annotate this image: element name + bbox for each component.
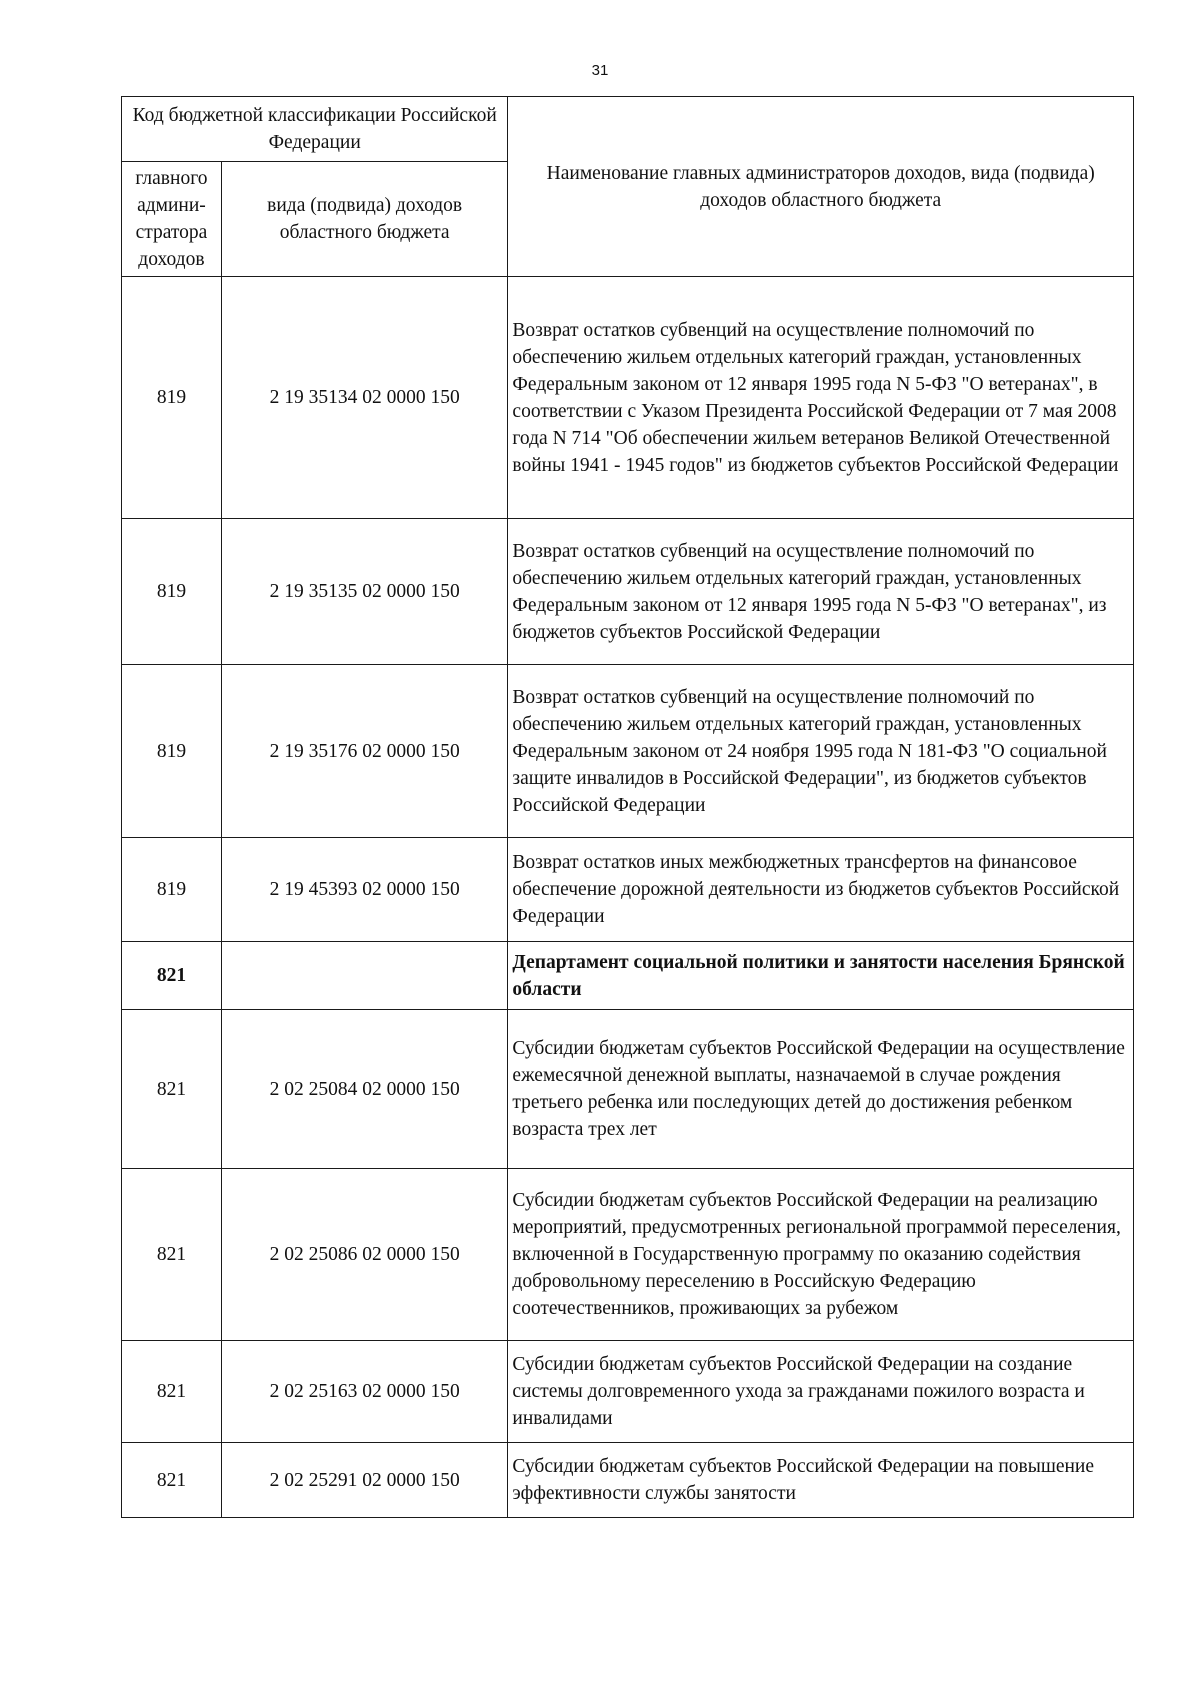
- income-code-cell: 2 19 35135 02 0000 150: [221, 519, 508, 665]
- table-row: [122, 1169, 1134, 1341]
- income-code-cell: 2 19 35176 02 0000 150: [221, 665, 508, 838]
- admin-code-cell: 819: [122, 838, 222, 942]
- income-code-cell: 2 19 45393 02 0000 150: [221, 838, 508, 942]
- department-name-cell: Департамент социальной политики и занятости населения Брянской области: [508, 942, 1134, 1010]
- table-row: [122, 1341, 1134, 1443]
- admin-code-cell: 819: [122, 277, 222, 519]
- admin-code-cell: 819: [122, 519, 222, 665]
- table-row: [122, 665, 1134, 838]
- table-row: [122, 1443, 1134, 1518]
- income-code-cell: [221, 942, 508, 1010]
- table-row: [122, 519, 1134, 665]
- income-name-cell: Возврат остатков субвенций на осуществление полномочий по обеспечению жильем отдельных категорий граждан, установленных Федеральным законом от 24 ноября 1995 года N 181-ФЗ "О социальной защите инвалидов в Российской Федерации", из бюджетов субъектов Российской Федерации: [508, 665, 1134, 838]
- income-code-cell: 2 02 25163 02 0000 150: [221, 1341, 508, 1443]
- admin-code-cell: 821: [122, 1443, 222, 1518]
- table-row-department: [122, 942, 1134, 1010]
- header-name: Наименование главных администраторов доходов, вида (подвида) доходов областного бюджета: [508, 97, 1134, 277]
- header-admin-code: главного админи-стратора доходов: [122, 162, 222, 277]
- income-name-cell: Субсидии бюджетам субъектов Российской Федерации на реализацию мероприятий, предусмотренных региональной программой переселения, включенной в Государственную программу по оказанию содействия добровольному переселению в Российскую Федерацию соотечественников, проживающих за рубежом: [508, 1169, 1134, 1341]
- admin-code-cell: 819: [122, 665, 222, 838]
- admin-code-cell: 821: [122, 1169, 222, 1341]
- admin-code-cell: 821: [122, 942, 222, 1010]
- page-number: 31: [591, 62, 609, 79]
- table-row: [122, 838, 1134, 942]
- table-header: [122, 97, 1134, 277]
- header-income-type: вида (подвида) доходов областного бюджета: [221, 162, 508, 277]
- budget-classification-table: [121, 96, 1134, 1518]
- table-row: [122, 1010, 1134, 1169]
- admin-code-cell: 821: [122, 1341, 222, 1443]
- income-code-cell: 2 02 25086 02 0000 150: [221, 1169, 508, 1341]
- income-name-cell: Субсидии бюджетам субъектов Российской Федерации на повышение эффективности службы занятости: [508, 1443, 1134, 1518]
- table-row: [122, 277, 1134, 519]
- income-code-cell: 2 02 25084 02 0000 150: [221, 1010, 508, 1169]
- header-budget-code-group: Код бюджетной классификации Российской Федерации: [122, 97, 508, 162]
- income-name-cell: Возврат остатков иных межбюджетных трансфертов на финансовое обеспечение дорожной деятельности из бюджетов субъектов Российской Федерации: [508, 838, 1134, 942]
- admin-code-cell: 821: [122, 1010, 222, 1169]
- income-code-cell: 2 02 25291 02 0000 150: [221, 1443, 508, 1518]
- income-name-cell: Субсидии бюджетам субъектов Российской Федерации на создание системы долговременного ухода за гражданами пожилого возраста и инвалидами: [508, 1341, 1134, 1443]
- income-name-cell: Возврат остатков субвенций на осуществление полномочий по обеспечению жильем отдельных категорий граждан, установленных Федеральным законом от 12 января 1995 года N 5-ФЗ "О ветеранах", в соответствии с Указом Президента Российской Федерации от 7 мая 2008 года N 714 "Об обеспечении жильем ветеранов Великой Отечественной войны 1941 - 1945 годов" из бюджетов субъектов Российской Федерации: [508, 277, 1134, 519]
- income-code-cell: 2 19 35134 02 0000 150: [221, 277, 508, 519]
- income-name-cell: Субсидии бюджетам субъектов Российской Федерации на осуществление ежемесячной денежной выплаты, назначаемой в случае рождения третьего ребенка или последующих детей до достижения ребенком возраста трех лет: [508, 1010, 1134, 1169]
- income-name-cell: Возврат остатков субвенций на осуществление полномочий по обеспечению жильем отдельных категорий граждан, установленных Федеральным законом от 12 января 1995 года N 5-ФЗ "О ветеранах", из бюджетов субъектов Российской Федерации: [508, 519, 1134, 665]
